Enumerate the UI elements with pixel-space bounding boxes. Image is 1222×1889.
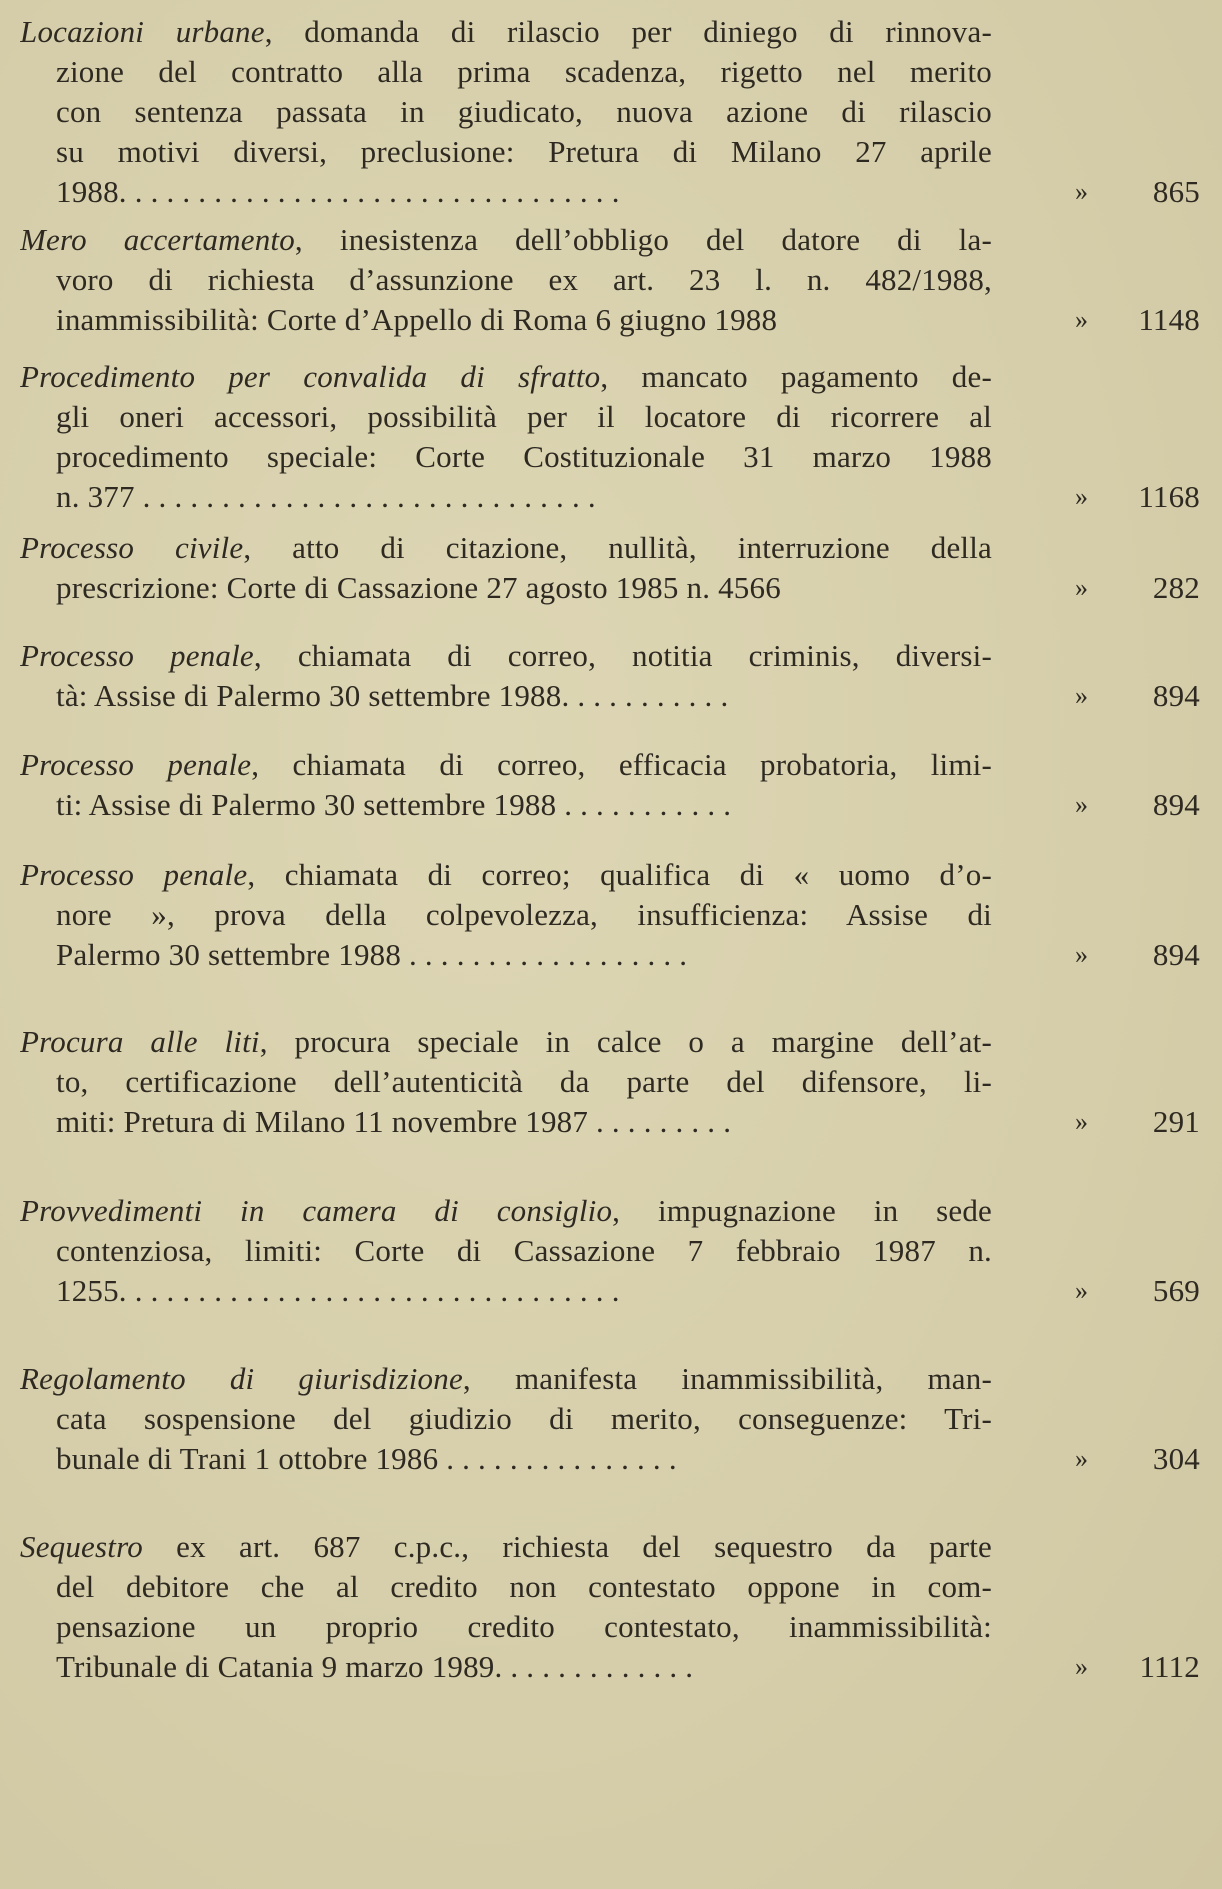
entry-text	[20, 357, 992, 397]
entry-line	[20, 1567, 1200, 1607]
page-marker: »	[1075, 681, 1089, 710]
entry-text	[56, 1102, 992, 1142]
entry-text	[56, 1607, 992, 1647]
entry-line	[20, 1062, 1200, 1102]
entry-body: Palermo 30 settembre 1988 . . . . . . . . . . . . . . . . . .	[56, 937, 688, 972]
page-number: 894	[1152, 937, 1200, 972]
page-number: 1112	[1139, 1649, 1200, 1684]
entry-body: gli oneri accessori, possibilità per il locatore di ricorrere al	[56, 399, 992, 434]
entry-body: to, certificazione dell’autenticità da parte del difensore, li-	[56, 1064, 992, 1099]
entry-text	[56, 568, 992, 608]
entry-line	[20, 357, 1200, 397]
entry-text	[56, 1271, 992, 1311]
entry-text	[56, 260, 992, 300]
entry-body: con sentenza passata in giudicato, nuova azione di rilascio	[56, 94, 992, 129]
entry-text	[20, 220, 992, 260]
entry-line	[20, 1271, 1200, 1311]
page-marker: »	[1075, 940, 1089, 969]
entry-text	[56, 92, 992, 132]
entry-line	[20, 745, 1200, 785]
entry-text	[20, 1527, 992, 1567]
entry-line	[20, 1647, 1200, 1687]
page-number: 291	[1152, 1104, 1200, 1139]
entry-subject: Processo penale	[20, 638, 254, 673]
index-entry	[20, 1022, 1200, 1142]
index-entry	[20, 357, 1200, 517]
entry-line	[20, 1399, 1200, 1439]
entry-body: , chiamata di correo, notitia criminis, diversi-	[253, 638, 992, 673]
entry-line	[20, 568, 1200, 608]
entry-text	[56, 300, 992, 340]
page-marker: »	[1075, 482, 1089, 511]
page-number: 894	[1152, 787, 1200, 822]
entry-body: , mancato pagamento de-	[600, 359, 992, 394]
entry-line	[20, 132, 1200, 172]
entry-text	[56, 785, 992, 825]
page-marker: »	[1075, 1652, 1089, 1681]
entry-text	[56, 477, 992, 517]
entry-line	[20, 636, 1200, 676]
entry-body: miti: Pretura di Milano 11 novembre 1987 . . . . . . . . .	[56, 1104, 732, 1139]
page-marker: »	[1075, 573, 1089, 602]
entry-subject: Mero accertamento	[20, 222, 295, 257]
entry-line	[20, 172, 1200, 212]
entry-line	[20, 676, 1200, 716]
entry-text	[56, 437, 992, 477]
entry-line	[20, 52, 1200, 92]
entry-body: , atto di citazione, nullità, interruzione della	[243, 530, 992, 565]
entry-body: inammissibilità: Corte d’Appello di Roma 6 giugno 1988	[56, 302, 778, 337]
entry-body: , chiamata di correo, efficacia probatoria, limi-	[251, 747, 992, 782]
page-marker: »	[1075, 1444, 1089, 1473]
entry-text	[56, 1647, 992, 1687]
page-number: 282	[1152, 570, 1200, 605]
entry-body: procedimento speciale: Corte Costituzionale 31 marzo 1988	[56, 439, 992, 474]
index-entry	[20, 12, 1200, 212]
entry-line	[20, 1527, 1200, 1567]
entry-text	[56, 1439, 992, 1479]
entry-body: , procura speciale in calce o a margine dell’at-	[259, 1024, 992, 1059]
page-marker: »	[1075, 177, 1089, 206]
entry-subject: Processo penale	[20, 747, 252, 782]
entry-text	[20, 745, 992, 785]
entry-body: , inesistenza dell’obbligo del datore di la-	[294, 222, 992, 257]
entry-text	[56, 1231, 992, 1271]
entry-line	[20, 92, 1200, 132]
entry-subject: Sequestro	[20, 1529, 143, 1564]
index-entry	[20, 1527, 1200, 1687]
entry-line	[20, 895, 1200, 935]
entry-body: contenziosa, limiti: Corte di Cassazione 7 febbraio 1987 n.	[56, 1233, 992, 1268]
entry-body: 1255. . . . . . . . . . . . . . . . . . . . . . . . . . . . . . . .	[56, 1273, 620, 1308]
entry-body: tà: Assise di Palermo 30 settembre 1988. . . . . . . . . . .	[56, 678, 729, 713]
entry-line	[20, 397, 1200, 437]
page-marker: »	[1075, 790, 1089, 819]
entry-body: del debitore che al credito non contestato oppone in com-	[56, 1569, 992, 1604]
entry-body: zione del contratto alla prima scadenza, rigetto nel merito	[56, 54, 992, 89]
entry-text	[56, 1399, 992, 1439]
page-number: 569	[1152, 1273, 1200, 1308]
entry-line	[20, 300, 1200, 340]
index-entry	[20, 220, 1200, 340]
entry-line	[20, 220, 1200, 260]
page-number: 894	[1152, 678, 1200, 713]
entry-text	[56, 935, 992, 975]
entry-body: nore », prova della colpevolezza, insufficienza: Assise di	[56, 897, 992, 932]
entry-body: , chiamata di correo; qualifica di « uomo d’o-	[247, 857, 992, 892]
entry-subject: Processo penale	[20, 857, 248, 892]
index-entry	[20, 636, 1200, 716]
entry-body: , domanda di rilascio per diniego di rinnova-	[264, 14, 992, 49]
entry-body: ti: Assise di Palermo 30 settembre 1988 . . . . . . . . . . .	[56, 787, 732, 822]
index-entry	[20, 1359, 1200, 1479]
entry-line	[20, 1359, 1200, 1399]
entry-text	[56, 132, 992, 172]
entry-line	[20, 437, 1200, 477]
entry-text	[20, 1022, 992, 1062]
entry-text	[56, 397, 992, 437]
entry-line	[20, 1439, 1200, 1479]
entry-line	[20, 1022, 1200, 1062]
entry-text	[56, 676, 992, 716]
entry-body: cata sospensione del giudizio di merito, conseguenze: Tri-	[56, 1401, 992, 1436]
page-marker: »	[1075, 1107, 1089, 1136]
page-marker: »	[1075, 1276, 1089, 1305]
entry-line	[20, 1607, 1200, 1647]
entry-subject: Procedimento per convalida di sfratto	[20, 359, 601, 394]
entry-body: pensazione un proprio credito contestato, inammissibilità:	[56, 1609, 992, 1644]
entry-body: 1988. . . . . . . . . . . . . . . . . . . . . . . . . . . . . . . .	[56, 174, 620, 209]
entry-body: su motivi diversi, preclusione: Pretura di Milano 27 aprile	[56, 134, 992, 169]
entry-text	[20, 528, 992, 568]
entry-line	[20, 855, 1200, 895]
index-entry	[20, 745, 1200, 825]
entry-text	[20, 12, 992, 52]
entry-body: , impugnazione in sede	[612, 1193, 992, 1228]
entry-line	[20, 1102, 1200, 1142]
entry-subject: Procura alle liti	[20, 1024, 260, 1059]
entry-line	[20, 528, 1200, 568]
entry-subject: Processo civile	[20, 530, 244, 565]
page-number: 1148	[1138, 302, 1200, 337]
page-marker: »	[1075, 305, 1089, 334]
page-number: 1168	[1138, 479, 1200, 514]
entry-line	[20, 1231, 1200, 1271]
entry-text	[56, 1567, 992, 1607]
index-entry	[20, 528, 1200, 608]
entry-body: bunale di Trani 1 ottobre 1986 . . . . . . . . . . . . . . .	[56, 1441, 677, 1476]
entry-text	[20, 1191, 992, 1231]
entry-body: voro di richiesta d’assunzione ex art. 23 l. n. 482/1988,	[56, 262, 992, 297]
entry-subject: Regolamento di giurisdizione	[20, 1361, 463, 1396]
entry-text	[56, 52, 992, 92]
entry-text	[56, 1062, 992, 1102]
entry-subject: Provvedimenti in camera di consiglio	[20, 1193, 613, 1228]
page-number: 865	[1152, 174, 1200, 209]
entry-text	[56, 172, 992, 212]
entry-body: n. 377 . . . . . . . . . . . . . . . . . . . . . . . . . . . . .	[56, 479, 596, 514]
entry-body: prescrizione: Corte di Cassazione 27 agosto 1985 n. 4566	[56, 570, 781, 605]
entry-line	[20, 1191, 1200, 1231]
index-entry	[20, 855, 1200, 975]
entry-line	[20, 935, 1200, 975]
entry-body: ex art. 687 c.p.c., richiesta del sequestro da parte	[142, 1529, 992, 1564]
entry-text	[20, 1359, 992, 1399]
entry-line	[20, 260, 1200, 300]
page-number: 304	[1152, 1441, 1200, 1476]
entry-subject: Locazioni urbane	[20, 14, 265, 49]
entry-body: , manifesta inammissibilità, man-	[462, 1361, 992, 1396]
entry-line	[20, 785, 1200, 825]
entry-line	[20, 477, 1200, 517]
entry-body: Tribunale di Catania 9 marzo 1989. . . . . . . . . . . . .	[56, 1649, 694, 1684]
entry-line	[20, 12, 1200, 52]
entry-text	[20, 636, 992, 676]
index-entry	[20, 1191, 1200, 1311]
entry-text	[20, 855, 992, 895]
entry-text	[56, 895, 992, 935]
